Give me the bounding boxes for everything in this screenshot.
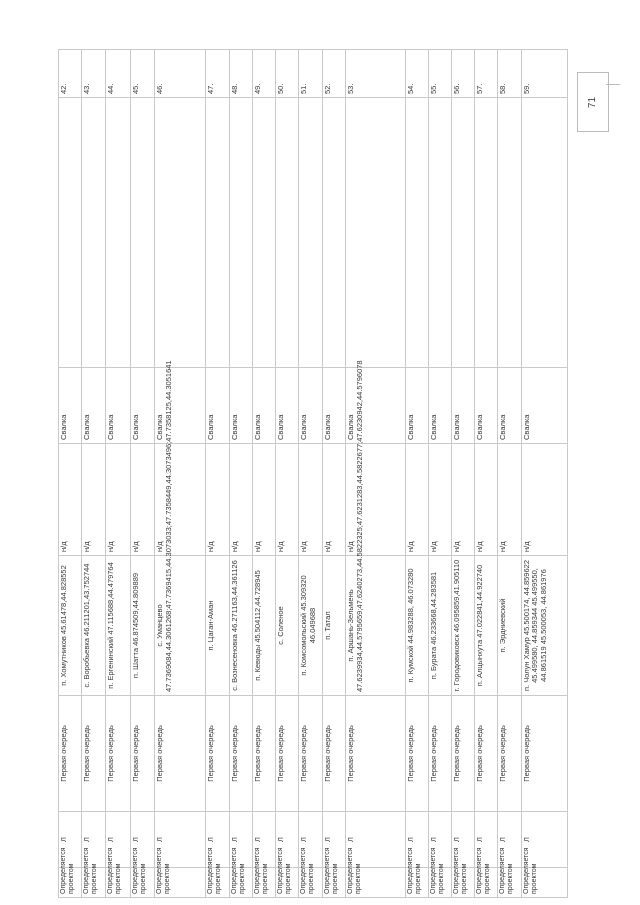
number-cell: 44. bbox=[106, 50, 130, 98]
code-cell: Л bbox=[452, 812, 475, 868]
queue-cell: Первая очередь bbox=[498, 696, 521, 812]
queue-cell: Первая очередь bbox=[154, 696, 205, 812]
table-row bbox=[154, 50, 205, 898]
table-row bbox=[521, 50, 567, 898]
number-cell: 51. bbox=[299, 50, 322, 98]
area-cell: н/д bbox=[82, 444, 106, 556]
location-cell: п. Ергенинский 47.115688,44.479764 bbox=[106, 556, 130, 696]
type-cell: Свалка bbox=[154, 368, 205, 444]
location-cell: г. Городовиковск 46.095859,41.905110 bbox=[452, 556, 475, 696]
status-cell: Определяется проектом bbox=[130, 868, 154, 898]
table-row bbox=[345, 50, 405, 898]
location-cell: п. Эрдниевский bbox=[498, 556, 521, 696]
status-cell: Определяется проектом bbox=[106, 868, 130, 898]
table-row bbox=[230, 50, 253, 898]
area-cell: н/д bbox=[253, 444, 276, 556]
number-cell: 56. bbox=[452, 50, 475, 98]
area-cell: н/д bbox=[130, 444, 154, 556]
landfill-table bbox=[58, 49, 568, 898]
status-cell: Определяется проектом bbox=[405, 868, 428, 898]
table-row bbox=[276, 50, 299, 898]
location-cell: с. Воробьевка 46.211201,43.752744 bbox=[82, 556, 106, 696]
number-cell: 43. bbox=[82, 50, 106, 98]
queue-cell: Первая очередь bbox=[205, 696, 229, 812]
table-row bbox=[452, 50, 475, 898]
status-cell: Определяется проектом bbox=[230, 868, 253, 898]
queue-cell: Первая очередь bbox=[59, 696, 82, 812]
number-cell: 48. bbox=[230, 50, 253, 98]
type-cell: Свалка bbox=[429, 368, 452, 444]
queue-cell: Первая очередь bbox=[299, 696, 322, 812]
number-cell: 55. bbox=[429, 50, 452, 98]
area-cell: н/д bbox=[205, 444, 229, 556]
status-cell: Определяется проектом bbox=[205, 868, 229, 898]
table-row bbox=[299, 50, 322, 898]
type-cell: Свалка bbox=[230, 368, 253, 444]
area-cell: н/д bbox=[106, 444, 130, 556]
code-cell: Л bbox=[429, 812, 452, 868]
status-cell: Определяется проектом bbox=[322, 868, 345, 898]
location-cell: с. Соленое bbox=[276, 556, 299, 696]
status-cell: Определяется проектом bbox=[82, 868, 106, 898]
queue-cell: Первая очередь bbox=[230, 696, 253, 812]
empty-cell bbox=[521, 98, 567, 368]
code-cell: Л bbox=[230, 812, 253, 868]
status-cell: Определяется проектом bbox=[345, 868, 405, 898]
code-cell: Л bbox=[130, 812, 154, 868]
type-cell: Свалка bbox=[475, 368, 498, 444]
code-cell: Л bbox=[521, 812, 567, 868]
empty-cell bbox=[205, 98, 229, 368]
area-cell: н/д bbox=[230, 444, 253, 556]
number-cell: 47. bbox=[205, 50, 229, 98]
empty-cell bbox=[345, 98, 405, 368]
area-cell: н/д bbox=[405, 444, 428, 556]
location-cell: п. Хомутников 45.61478,44.828552 bbox=[59, 556, 82, 696]
type-cell: Свалка bbox=[82, 368, 106, 444]
empty-cell bbox=[230, 98, 253, 368]
status-cell: Определяется проектом bbox=[475, 868, 498, 898]
code-cell: Л bbox=[475, 812, 498, 868]
queue-cell: Первая очередь bbox=[452, 696, 475, 812]
location-cell: с. Вознесеновка 46.271163,44.361126 bbox=[230, 556, 253, 696]
empty-cell bbox=[299, 98, 322, 368]
type-cell: Свалка bbox=[130, 368, 154, 444]
type-cell: Свалка bbox=[276, 368, 299, 444]
empty-cell bbox=[322, 98, 345, 368]
type-cell: Свалка bbox=[106, 368, 130, 444]
type-cell: Свалка bbox=[521, 368, 567, 444]
queue-cell: Первая очередь bbox=[429, 696, 452, 812]
status-cell: Определяется проектом bbox=[521, 868, 567, 898]
queue-cell: Первая очередь bbox=[322, 696, 345, 812]
code-cell: Л bbox=[59, 812, 82, 868]
location-cell: п. Комсомольский 45.309320 46.049688 bbox=[299, 556, 322, 696]
location-cell: п. Цаган-Аман bbox=[205, 556, 229, 696]
table-row bbox=[106, 50, 130, 898]
queue-cell: Первая очередь bbox=[130, 696, 154, 812]
type-cell: Свалка bbox=[205, 368, 229, 444]
code-cell: Л bbox=[82, 812, 106, 868]
location-cell: п. Татал bbox=[322, 556, 345, 696]
corner-mark bbox=[606, 84, 620, 85]
status-cell: Определяется проектом bbox=[154, 868, 205, 898]
location-cell: п. Бурата 46.233668,44.283581 bbox=[429, 556, 452, 696]
type-cell: Свалка bbox=[405, 368, 428, 444]
number-cell: 49. bbox=[253, 50, 276, 98]
page-number-box bbox=[577, 72, 609, 132]
number-cell: 50. bbox=[276, 50, 299, 98]
type-cell: Свалка bbox=[322, 368, 345, 444]
number-cell: 54. bbox=[405, 50, 428, 98]
table-row bbox=[59, 50, 82, 898]
empty-cell bbox=[106, 98, 130, 368]
code-cell: Л bbox=[276, 812, 299, 868]
number-cell: 57. bbox=[475, 50, 498, 98]
table-row bbox=[82, 50, 106, 898]
empty-cell bbox=[253, 98, 276, 368]
table-row bbox=[205, 50, 229, 898]
rotated-table-wrapper bbox=[58, 50, 568, 898]
queue-cell: Первая очередь bbox=[345, 696, 405, 812]
table-row bbox=[429, 50, 452, 898]
area-cell: н/д bbox=[59, 444, 82, 556]
number-cell: 58. bbox=[498, 50, 521, 98]
page-number: 71 bbox=[587, 96, 599, 108]
area-cell: н/д bbox=[299, 444, 322, 556]
status-cell: Определяется проектом bbox=[498, 868, 521, 898]
type-cell: Свалка bbox=[253, 368, 276, 444]
empty-cell bbox=[475, 98, 498, 368]
location-cell: п. Кумской 44.983288, 46.073280 bbox=[405, 556, 428, 696]
code-cell: Л bbox=[322, 812, 345, 868]
status-cell: Определяется проектом bbox=[299, 868, 322, 898]
code-cell: Л bbox=[205, 812, 229, 868]
queue-cell: Первая очередь bbox=[521, 696, 567, 812]
code-cell: Л bbox=[106, 812, 130, 868]
empty-cell bbox=[130, 98, 154, 368]
queue-cell: Первая очередь bbox=[475, 696, 498, 812]
queue-cell: Первая очередь bbox=[82, 696, 106, 812]
type-cell: Свалка bbox=[498, 368, 521, 444]
status-cell: Определяется проектом bbox=[59, 868, 82, 898]
table-row bbox=[475, 50, 498, 898]
queue-cell: Первая очередь bbox=[253, 696, 276, 812]
table-row bbox=[498, 50, 521, 898]
location-cell: п. Чолун Хамур 45.500174, 44.859622 45.499580, 44.859344 45.499550, 44.861519 45.500053, 44.861976 bbox=[521, 556, 567, 696]
table-row bbox=[130, 50, 154, 898]
number-cell: 53. bbox=[345, 50, 405, 98]
area-cell: н/д bbox=[322, 444, 345, 556]
location-cell: п. Аршань-Зельмень 47.6239934,44.5795659;47.6240273,44.5822325;47.6231283,44.5822677;47.6230942,44.5796078 bbox=[345, 556, 405, 696]
code-cell: Л bbox=[498, 812, 521, 868]
location-cell: с. Уманцево 47.7369084,44.3061268;47.7369415,44.3073033;47.7358449,44.3073496;47.7358125,44.3051641 bbox=[154, 556, 205, 696]
code-cell: Л bbox=[253, 812, 276, 868]
type-cell: Свалка bbox=[452, 368, 475, 444]
table-row bbox=[405, 50, 428, 898]
area-cell: н/д bbox=[276, 444, 299, 556]
empty-cell bbox=[154, 98, 205, 368]
location-cell: п. Шатта 46.874509,44.809889 bbox=[130, 556, 154, 696]
empty-cell bbox=[429, 98, 452, 368]
number-cell: 45. bbox=[130, 50, 154, 98]
empty-cell bbox=[59, 98, 82, 368]
table-row bbox=[322, 50, 345, 898]
queue-cell: Первая очередь bbox=[276, 696, 299, 812]
type-cell: Свалка bbox=[345, 368, 405, 444]
empty-cell bbox=[405, 98, 428, 368]
status-cell: Определяется проектом bbox=[429, 868, 452, 898]
status-cell: Определяется проектом bbox=[452, 868, 475, 898]
status-cell: Определяется проектом bbox=[276, 868, 299, 898]
queue-cell: Первая очередь bbox=[405, 696, 428, 812]
type-cell: Свалка bbox=[299, 368, 322, 444]
empty-cell bbox=[82, 98, 106, 368]
number-cell: 52. bbox=[322, 50, 345, 98]
location-cell: п. Кевюды 45.504112,44.728945 bbox=[253, 556, 276, 696]
table-row bbox=[253, 50, 276, 898]
code-cell: Л bbox=[405, 812, 428, 868]
code-cell: Л bbox=[154, 812, 205, 868]
empty-cell bbox=[498, 98, 521, 368]
area-cell: н/д bbox=[452, 444, 475, 556]
area-cell: н/д bbox=[475, 444, 498, 556]
number-cell: 42. bbox=[59, 50, 82, 98]
location-cell: п. Алцынхута 47.022841,44.922740 bbox=[475, 556, 498, 696]
area-cell: н/д bbox=[345, 444, 405, 556]
number-cell: 46. bbox=[154, 50, 205, 98]
number-cell: 59. bbox=[521, 50, 567, 98]
queue-cell: Первая очередь bbox=[106, 696, 130, 812]
area-cell: н/д bbox=[154, 444, 205, 556]
status-cell: Определяется проектом bbox=[253, 868, 276, 898]
type-cell: Свалка bbox=[59, 368, 82, 444]
code-cell: Л bbox=[345, 812, 405, 868]
area-cell: н/д bbox=[498, 444, 521, 556]
empty-cell bbox=[276, 98, 299, 368]
area-cell: н/д bbox=[429, 444, 452, 556]
table-body bbox=[59, 50, 568, 898]
area-cell: н/д bbox=[521, 444, 567, 556]
code-cell: Л bbox=[299, 812, 322, 868]
empty-cell bbox=[452, 98, 475, 368]
